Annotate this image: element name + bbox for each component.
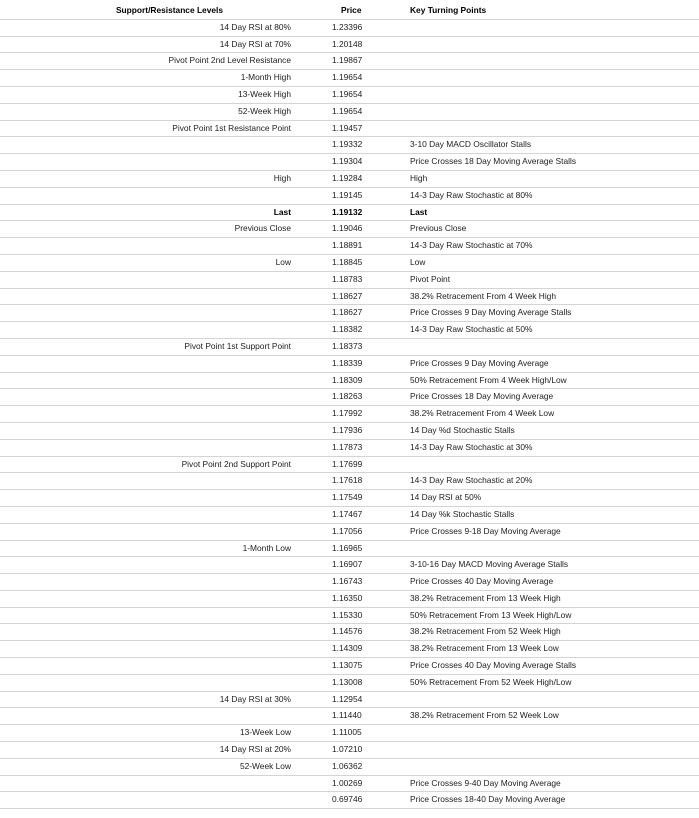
turning-point-cell — [402, 691, 699, 708]
table-row — [0, 473, 699, 490]
turning-point-cell — [402, 540, 699, 557]
price-cell: 1.14309 — [299, 641, 402, 658]
table-row — [0, 137, 699, 154]
table-row — [0, 406, 699, 423]
level-cell: Previous Close — [0, 221, 299, 238]
table-row — [0, 439, 699, 456]
table-row — [0, 70, 699, 87]
level-cell — [0, 439, 299, 456]
turning-point-cell: 38.2% Retracement From 4 Week High — [402, 288, 699, 305]
price-cell: 1.19284 — [299, 170, 402, 187]
level-cell: 13-Week Low — [0, 725, 299, 742]
level-cell — [0, 473, 299, 490]
price-cell: 1.19654 — [299, 103, 402, 120]
table-row — [0, 372, 699, 389]
turning-point-cell: Price Crosses 9-40 Day Moving Average — [402, 775, 699, 792]
turning-point-cell: Price Crosses 40 Day Moving Average Stalls — [402, 658, 699, 675]
level-cell: 14 Day RSI at 70% — [0, 36, 299, 53]
turning-point-cell: Price Crosses 40 Day Moving Average — [402, 574, 699, 591]
table-row — [0, 725, 699, 742]
table-row — [0, 305, 699, 322]
level-cell — [0, 624, 299, 641]
turning-point-cell: 3-10 Day MACD Oscillator Stalls — [402, 137, 699, 154]
turning-point-cell: 50% Retracement From 4 Week High/Low — [402, 372, 699, 389]
price-cell: 1.19654 — [299, 70, 402, 87]
level-cell: 1-Month High — [0, 70, 299, 87]
level-cell — [0, 641, 299, 658]
level-cell: Pivot Point 1st Resistance Point — [0, 120, 299, 137]
table-row — [0, 742, 699, 759]
table-row — [0, 36, 699, 53]
price-cell: 1.17618 — [299, 473, 402, 490]
turning-point-cell: Price Crosses 18 Day Moving Average Stalls — [402, 154, 699, 171]
turning-point-cell — [402, 120, 699, 137]
price-cell: 1.18783 — [299, 271, 402, 288]
table-row — [0, 322, 699, 339]
level-cell — [0, 372, 299, 389]
turning-point-cell: 14-3 Day Raw Stochastic at 80% — [402, 187, 699, 204]
level-cell — [0, 406, 299, 423]
level-cell — [0, 305, 299, 322]
turning-point-cell: Price Crosses 18-40 Day Moving Average — [402, 792, 699, 809]
turning-point-cell — [402, 53, 699, 70]
turning-point-cell: Last — [402, 204, 699, 221]
table-row — [0, 254, 699, 271]
price-cell: 1.18891 — [299, 238, 402, 255]
table-row — [0, 506, 699, 523]
level-cell — [0, 187, 299, 204]
price-cell: 1.19457 — [299, 120, 402, 137]
level-cell — [0, 557, 299, 574]
price-cell: 1.19145 — [299, 187, 402, 204]
table-row — [0, 574, 699, 591]
table-row — [0, 607, 699, 624]
price-cell: 1.17699 — [299, 456, 402, 473]
turning-point-cell: Price Crosses 9 Day Moving Average — [402, 355, 699, 372]
header-price: Price — [299, 3, 402, 19]
turning-point-cell — [402, 36, 699, 53]
turning-point-cell: 38.2% Retracement From 52 Week Low — [402, 708, 699, 725]
price-cell: 1.11005 — [299, 725, 402, 742]
turning-point-cell: 14-3 Day Raw Stochastic at 70% — [402, 238, 699, 255]
table-row — [0, 204, 699, 221]
level-cell — [0, 389, 299, 406]
table-row — [0, 590, 699, 607]
price-cell: 1.18309 — [299, 372, 402, 389]
price-cell: 1.23396 — [299, 19, 402, 36]
table-row — [0, 170, 699, 187]
level-cell — [0, 355, 299, 372]
turning-point-cell: 50% Retracement From 52 Week High/Low — [402, 674, 699, 691]
table-body — [0, 19, 699, 808]
turning-point-cell — [402, 758, 699, 775]
turning-point-cell: 14-3 Day Raw Stochastic at 30% — [402, 439, 699, 456]
header-levels: Support/Resistance Levels — [0, 3, 299, 19]
turning-point-cell — [402, 86, 699, 103]
level-cell — [0, 792, 299, 809]
level-cell — [0, 523, 299, 540]
level-cell: 13-Week High — [0, 86, 299, 103]
turning-point-cell — [402, 742, 699, 759]
table-row — [0, 221, 699, 238]
turning-point-cell — [402, 725, 699, 742]
turning-point-cell: Price Crosses 18 Day Moving Average — [402, 389, 699, 406]
table-row — [0, 456, 699, 473]
price-cell: 1.17873 — [299, 439, 402, 456]
price-cell: 1.16350 — [299, 590, 402, 607]
level-cell — [0, 674, 299, 691]
turning-point-cell: Low — [402, 254, 699, 271]
price-cell: 1.07210 — [299, 742, 402, 759]
turning-point-cell — [402, 338, 699, 355]
level-cell — [0, 238, 299, 255]
table-row — [0, 288, 699, 305]
price-cell: 1.17467 — [299, 506, 402, 523]
turning-point-cell: 14 Day %k Stochastic Stalls — [402, 506, 699, 523]
level-cell — [0, 506, 299, 523]
price-cell: 1.18627 — [299, 288, 402, 305]
table-row — [0, 658, 699, 675]
table-row — [0, 271, 699, 288]
level-cell — [0, 775, 299, 792]
level-cell — [0, 271, 299, 288]
level-cell: Low — [0, 254, 299, 271]
price-cell: 1.17992 — [299, 406, 402, 423]
table-row — [0, 624, 699, 641]
table-row — [0, 792, 699, 809]
table-row — [0, 120, 699, 137]
price-cell: 1.18263 — [299, 389, 402, 406]
price-cell: 1.19304 — [299, 154, 402, 171]
price-cell: 1.11440 — [299, 708, 402, 725]
turning-point-cell — [402, 456, 699, 473]
header-points: Key Turning Points — [402, 3, 699, 19]
price-cell: 1.18339 — [299, 355, 402, 372]
table-row — [0, 389, 699, 406]
price-cell: 1.12954 — [299, 691, 402, 708]
level-cell: 14 Day RSI at 80% — [0, 19, 299, 36]
level-cell: 1-Month Low — [0, 540, 299, 557]
level-cell — [0, 322, 299, 339]
level-cell: Pivot Point 2nd Support Point — [0, 456, 299, 473]
price-cell: 0.69746 — [299, 792, 402, 809]
turning-point-cell: 38.2% Retracement From 52 Week High — [402, 624, 699, 641]
level-cell — [0, 137, 299, 154]
turning-point-cell: 14 Day RSI at 50% — [402, 490, 699, 507]
table-row — [0, 490, 699, 507]
turning-point-cell: Previous Close — [402, 221, 699, 238]
level-cell — [0, 590, 299, 607]
table-header-row — [0, 3, 699, 19]
table-row — [0, 708, 699, 725]
level-cell: 52-Week Low — [0, 758, 299, 775]
table-row — [0, 422, 699, 439]
price-cell: 1.16965 — [299, 540, 402, 557]
table-row — [0, 19, 699, 36]
price-cell: 1.18373 — [299, 338, 402, 355]
price-cell: 1.15330 — [299, 607, 402, 624]
turning-point-cell: 38.2% Retracement From 13 Week Low — [402, 641, 699, 658]
price-cell: 1.16907 — [299, 557, 402, 574]
turning-point-cell: Price Crosses 9 Day Moving Average Stalls — [402, 305, 699, 322]
table-row — [0, 758, 699, 775]
level-cell: Pivot Point 1st Support Point — [0, 338, 299, 355]
level-cell — [0, 574, 299, 591]
level-cell: High — [0, 170, 299, 187]
table-row — [0, 355, 699, 372]
level-cell: 14 Day RSI at 30% — [0, 691, 299, 708]
level-cell — [0, 422, 299, 439]
price-cell: 1.13075 — [299, 658, 402, 675]
level-cell — [0, 607, 299, 624]
support-resistance-table — [0, 3, 699, 809]
level-cell — [0, 288, 299, 305]
table-row — [0, 691, 699, 708]
price-cell: 1.17936 — [299, 422, 402, 439]
turning-point-cell: High — [402, 170, 699, 187]
table-row — [0, 540, 699, 557]
price-cell: 1.19867 — [299, 53, 402, 70]
price-cell: 1.19046 — [299, 221, 402, 238]
turning-point-cell: Pivot Point — [402, 271, 699, 288]
price-cell: 1.00269 — [299, 775, 402, 792]
price-cell: 1.19132 — [299, 204, 402, 221]
turning-point-cell: 3-10-16 Day MACD Moving Average Stalls — [402, 557, 699, 574]
price-cell: 1.19654 — [299, 86, 402, 103]
price-cell: 1.17056 — [299, 523, 402, 540]
turning-point-cell: 50% Retracement From 13 Week High/Low — [402, 607, 699, 624]
level-cell — [0, 490, 299, 507]
table-row — [0, 674, 699, 691]
price-cell: 1.16743 — [299, 574, 402, 591]
table-row — [0, 53, 699, 70]
turning-point-cell: 38.2% Retracement From 4 Week Low — [402, 406, 699, 423]
price-cell: 1.19332 — [299, 137, 402, 154]
price-cell: 1.14576 — [299, 624, 402, 641]
price-cell: 1.20148 — [299, 36, 402, 53]
turning-point-cell — [402, 19, 699, 36]
price-cell: 1.06362 — [299, 758, 402, 775]
price-cell: 1.18845 — [299, 254, 402, 271]
turning-point-cell: 14 Day %d Stochastic Stalls — [402, 422, 699, 439]
table-row — [0, 86, 699, 103]
level-cell — [0, 154, 299, 171]
level-cell — [0, 708, 299, 725]
table-row — [0, 103, 699, 120]
table-row — [0, 557, 699, 574]
turning-point-cell — [402, 70, 699, 87]
turning-point-cell: 38.2% Retracement From 13 Week High — [402, 590, 699, 607]
table-row — [0, 641, 699, 658]
turning-point-cell — [402, 103, 699, 120]
price-cell: 1.13008 — [299, 674, 402, 691]
turning-point-cell: Price Crosses 9-18 Day Moving Average — [402, 523, 699, 540]
turning-point-cell: 14-3 Day Raw Stochastic at 20% — [402, 473, 699, 490]
turning-point-cell: 14-3 Day Raw Stochastic at 50% — [402, 322, 699, 339]
table-row — [0, 187, 699, 204]
level-cell: Pivot Point 2nd Level Resistance — [0, 53, 299, 70]
price-cell: 1.18382 — [299, 322, 402, 339]
table-row — [0, 523, 699, 540]
level-cell: Last — [0, 204, 299, 221]
table-row — [0, 238, 699, 255]
level-cell: 52-Week High — [0, 103, 299, 120]
level-cell — [0, 658, 299, 675]
level-cell: 14 Day RSI at 20% — [0, 742, 299, 759]
table-row — [0, 338, 699, 355]
table-row — [0, 154, 699, 171]
table-row — [0, 775, 699, 792]
price-cell: 1.17549 — [299, 490, 402, 507]
price-cell: 1.18627 — [299, 305, 402, 322]
